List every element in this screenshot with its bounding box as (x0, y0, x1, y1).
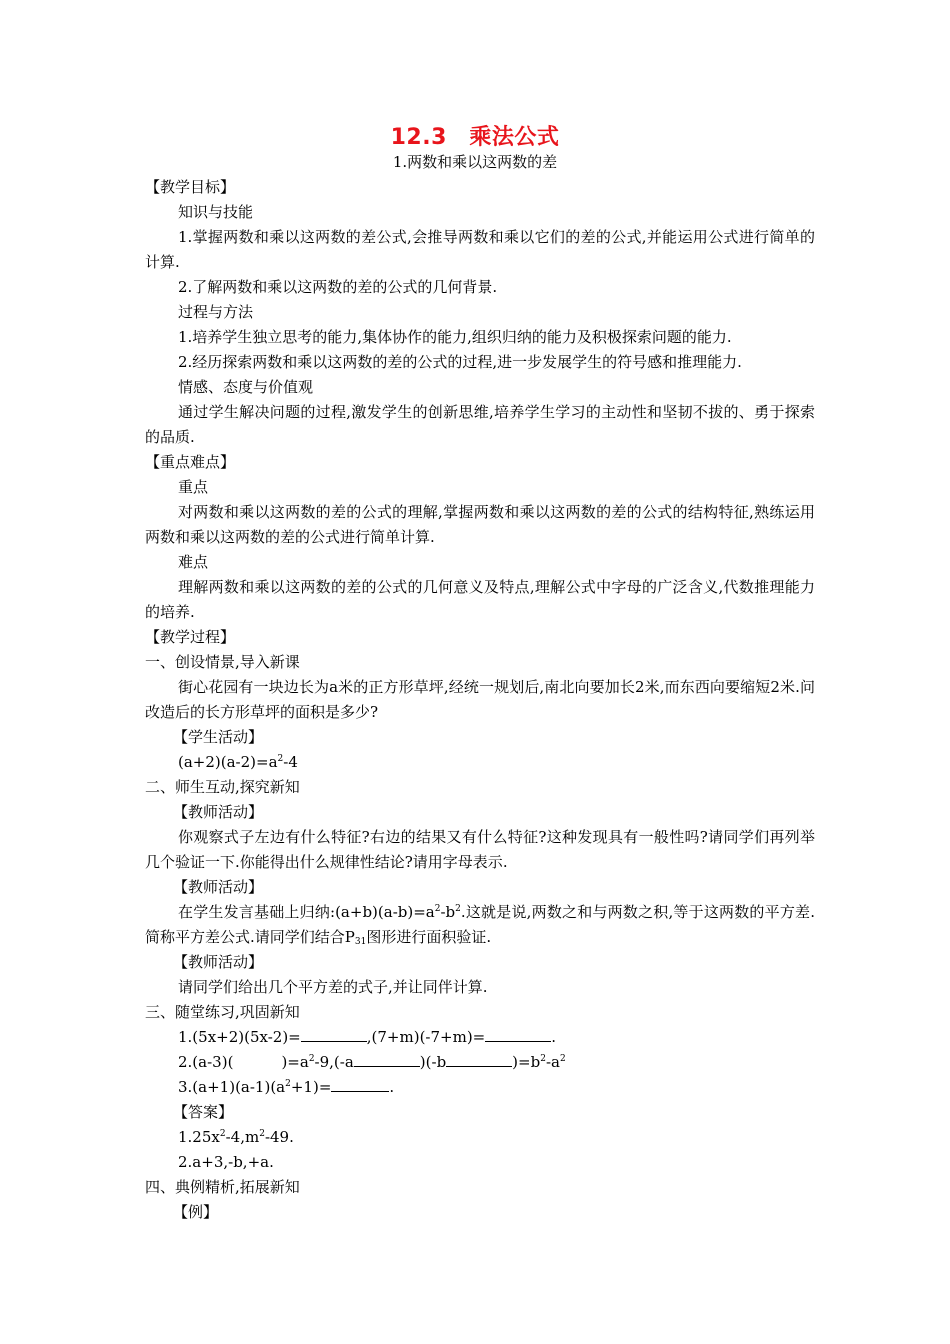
key-text: 对两数和乘以这两数的差的公式的理解,掌握两数和乘以这两数的差的公式的结构特征,熟练运用两数和乘以这两数的差的公式进行简单计算. (145, 503, 815, 546)
process-item-2: 2.经历探索两数和乘以这两数的差的公式的过程,进一步发展学生的符号感和推理能力. (178, 353, 742, 371)
exercise-3: $3.(a+1)(a-1)(a^2+1)=$ . (178, 1078, 395, 1096)
teacher-activity-text-3: 请同学们给出几个平方差的式子,并让同伴计算. (178, 978, 488, 996)
key-heading: 重点 (178, 478, 209, 496)
answer-heading: 【答案】 (173, 1103, 234, 1121)
step-1-heading: 一、创设情景,导入新课 (145, 653, 300, 671)
step-3-heading: 三、随堂练习,巩固新知 (145, 1003, 300, 1021)
teacher-activity-text-1: 你观察式子左边有什么特征?右边的结果又有什么特征?这种发现具有一般性吗?请同学们再列举几个验证一下.你能得出什么规律性结论?请用字母表示. (145, 828, 815, 871)
answer-1: $1.25x^2-4,m^2-49$. (178, 1128, 294, 1146)
teacher-activity-label: 【教师活动】 (173, 953, 264, 971)
exercise-1: 1.(5x+2)(5x-2)= ,(7+m)(-7+m)= . (178, 1028, 557, 1046)
emotion-item-1: 通过学生解决问题的过程,激发学生的创新思维,培养学生学习的主动性和坚韧不拔的、勇于探索的品质. (145, 403, 815, 446)
formula-1: $(a+2)(a-2)=a^2-4$ (178, 753, 298, 771)
answer-blank (331, 1076, 389, 1092)
knowledge-item-1: 1.掌握两数和乘以这两数的差公式,会推导两数和乘以它们的差的公式,并能运用公式进行简单的计算. (145, 228, 815, 271)
process-item-1: 1.培养学生独立思考的能力,集体协作的能力,组织归纳的能力及积极探索问题的能力. (178, 328, 732, 346)
difficulty-text: 理解两数和乘以这两数的差的公式的几何意义及特点,理解公式中字母的广泛含义,代数推理能力的培养. (145, 578, 815, 621)
document-body (145, 175, 815, 1225)
exercise-2: 2.(a-3)( )$=a^2-9,(-a$ )(-b )$=b^2-a^2$ (178, 1053, 566, 1071)
knowledge-heading: 知识与技能 (178, 203, 254, 221)
page-subtitle: 1.两数和乘以这两数的差 (392, 153, 558, 171)
page-title: 12.3 乘法公式 (390, 125, 560, 150)
answer-blank (446, 1051, 512, 1067)
answer-2: 2.a+3,-b,+a. (178, 1153, 274, 1171)
student-activity-label: 【学生活动】 (173, 728, 264, 746)
example-heading: 【例】 (173, 1203, 219, 1221)
section-heading-process: 【教学过程】 (145, 628, 236, 646)
process-heading: 过程与方法 (178, 303, 254, 321)
section-heading-goals: 【教学目标】 (145, 178, 236, 196)
answer-blank (354, 1051, 420, 1067)
difficulty-heading: 难点 (178, 553, 209, 571)
answer-blank (301, 1026, 367, 1042)
section-heading-key: 【重点难点】 (145, 453, 236, 471)
teacher-activity-text-2: 在学生发言基础上归纳$:(a+b)(a-b)=a^2-b^2$.这就是说,两数之和与两数之积,等于这两数的平方差.简称平方差公式.请同学们结合$P_{31}$图形进行面积验证. (145, 903, 816, 947)
step-2-heading: 二、师生互动,探究新知 (145, 778, 300, 796)
teacher-activity-label: 【教师活动】 (173, 803, 264, 821)
step-4-heading: 四、典例精析,拓展新知 (145, 1178, 300, 1196)
step-1-text: 街心花园有一块边长为a米的正方形草坪,经统一规划后,南北向要加长2米,而东西向要缩短2米.问改造后的长方形草坪的面积是多少? (145, 678, 815, 721)
knowledge-item-2: 2.了解两数和乘以这两数的差的公式的几何背景. (178, 278, 498, 296)
emotion-heading: 情感、态度与价值观 (178, 378, 314, 396)
teacher-activity-label: 【教师活动】 (173, 878, 264, 896)
answer-blank (485, 1026, 551, 1042)
